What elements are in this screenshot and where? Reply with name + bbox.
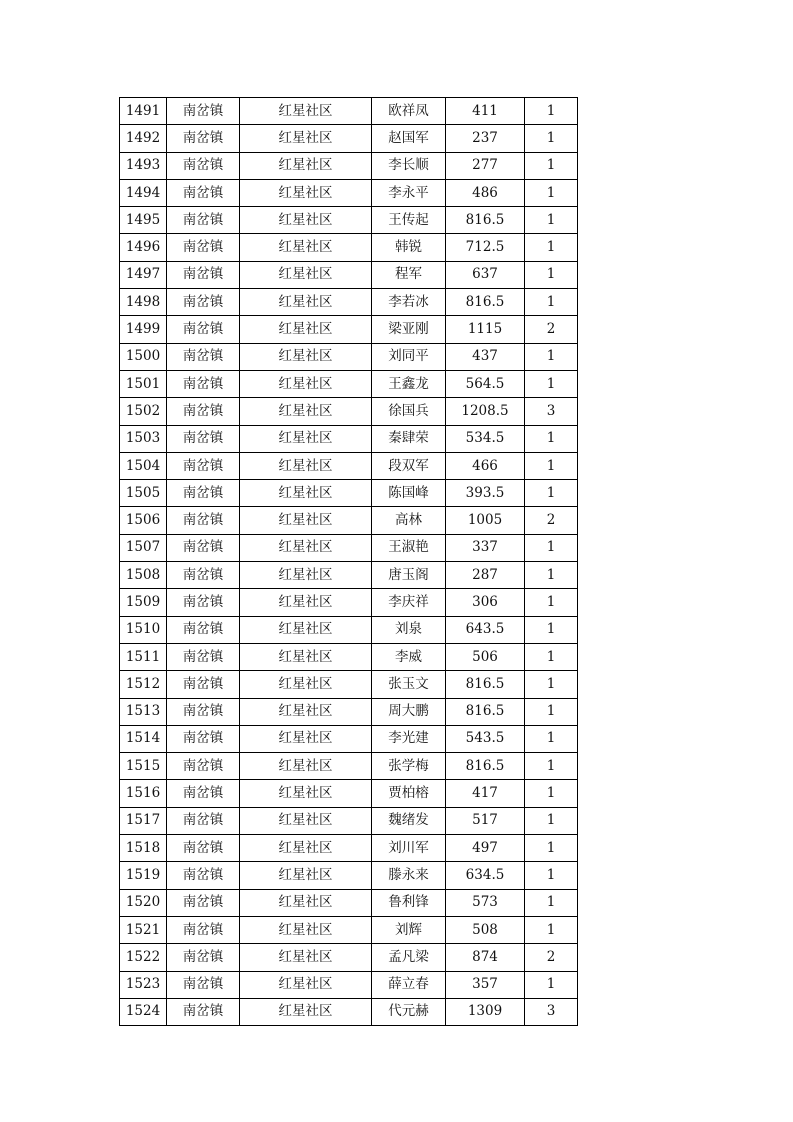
amount-cell: 816.5 [446, 207, 525, 234]
table-row [120, 643, 578, 670]
count-cell: 1 [525, 971, 578, 998]
amount-cell: 1208.5 [446, 398, 525, 425]
table-row [120, 998, 578, 1025]
row-number-cell: 1512 [120, 671, 167, 698]
row-number-cell: 1520 [120, 889, 167, 916]
town-cell: 南岔镇 [167, 398, 240, 425]
count-cell: 1 [525, 780, 578, 807]
amount-cell: 637 [446, 261, 525, 288]
amount-cell: 411 [446, 98, 525, 125]
amount-cell: 634.5 [446, 862, 525, 889]
name-cell: 陈国峰 [372, 480, 446, 507]
town-cell: 南岔镇 [167, 589, 240, 616]
table-row [120, 589, 578, 616]
row-number-cell: 1498 [120, 289, 167, 316]
count-cell: 1 [525, 179, 578, 206]
name-cell: 李光建 [372, 725, 446, 752]
count-cell: 1 [525, 589, 578, 616]
name-cell: 代元赫 [372, 998, 446, 1025]
table-row [120, 152, 578, 179]
community-cell: 红星社区 [240, 179, 372, 206]
amount-cell: 393.5 [446, 480, 525, 507]
count-cell: 1 [525, 725, 578, 752]
name-cell: 刘同平 [372, 343, 446, 370]
town-cell: 南岔镇 [167, 780, 240, 807]
town-cell: 南岔镇 [167, 370, 240, 397]
count-cell: 1 [525, 125, 578, 152]
table-row [120, 780, 578, 807]
name-cell: 段双军 [372, 452, 446, 479]
community-cell: 红星社区 [240, 562, 372, 589]
row-number-cell: 1501 [120, 370, 167, 397]
row-number-cell: 1523 [120, 971, 167, 998]
table-row [120, 343, 578, 370]
count-cell: 1 [525, 152, 578, 179]
community-cell: 红星社区 [240, 289, 372, 316]
row-number-cell: 1508 [120, 562, 167, 589]
table-row [120, 916, 578, 943]
community-cell: 红星社区 [240, 261, 372, 288]
amount-cell: 816.5 [446, 698, 525, 725]
name-cell: 唐玉阁 [372, 562, 446, 589]
community-cell: 红星社区 [240, 753, 372, 780]
community-cell: 红星社区 [240, 452, 372, 479]
community-cell: 红星社区 [240, 480, 372, 507]
community-cell: 红星社区 [240, 343, 372, 370]
town-cell: 南岔镇 [167, 562, 240, 589]
table-row [120, 316, 578, 343]
count-cell: 1 [525, 862, 578, 889]
community-cell: 红星社区 [240, 98, 372, 125]
town-cell: 南岔镇 [167, 179, 240, 206]
count-cell: 1 [525, 98, 578, 125]
town-cell: 南岔镇 [167, 261, 240, 288]
amount-cell: 643.5 [446, 616, 525, 643]
community-cell: 红星社区 [240, 698, 372, 725]
count-cell: 1 [525, 643, 578, 670]
table-row [120, 480, 578, 507]
count-cell: 1 [525, 452, 578, 479]
name-cell: 韩锐 [372, 234, 446, 261]
amount-cell: 277 [446, 152, 525, 179]
amount-cell: 816.5 [446, 289, 525, 316]
town-cell: 南岔镇 [167, 944, 240, 971]
amount-cell: 564.5 [446, 370, 525, 397]
row-number-cell: 1513 [120, 698, 167, 725]
community-cell: 红星社区 [240, 971, 372, 998]
town-cell: 南岔镇 [167, 425, 240, 452]
count-cell: 1 [525, 370, 578, 397]
row-number-cell: 1505 [120, 480, 167, 507]
town-cell: 南岔镇 [167, 862, 240, 889]
town-cell: 南岔镇 [167, 152, 240, 179]
name-cell: 徐国兵 [372, 398, 446, 425]
community-cell: 红星社区 [240, 370, 372, 397]
table-row [120, 971, 578, 998]
table-row [120, 835, 578, 862]
table-row [120, 944, 578, 971]
row-number-cell: 1494 [120, 179, 167, 206]
table-row [120, 862, 578, 889]
community-cell: 红星社区 [240, 589, 372, 616]
row-number-cell: 1504 [120, 452, 167, 479]
name-cell: 李庆祥 [372, 589, 446, 616]
count-cell: 1 [525, 234, 578, 261]
amount-cell: 466 [446, 452, 525, 479]
name-cell: 王淑艳 [372, 534, 446, 561]
row-number-cell: 1499 [120, 316, 167, 343]
name-cell: 薛立春 [372, 971, 446, 998]
name-cell: 魏绪发 [372, 807, 446, 834]
name-cell: 孟凡梁 [372, 944, 446, 971]
amount-cell: 506 [446, 643, 525, 670]
community-cell: 红星社区 [240, 207, 372, 234]
row-number-cell: 1507 [120, 534, 167, 561]
row-number-cell: 1522 [120, 944, 167, 971]
amount-cell: 816.5 [446, 753, 525, 780]
row-number-cell: 1493 [120, 152, 167, 179]
row-number-cell: 1509 [120, 589, 167, 616]
row-number-cell: 1511 [120, 643, 167, 670]
row-number-cell: 1506 [120, 507, 167, 534]
row-number-cell: 1496 [120, 234, 167, 261]
name-cell: 李若冰 [372, 289, 446, 316]
table-row [120, 534, 578, 561]
table-row [120, 562, 578, 589]
community-cell: 红星社区 [240, 616, 372, 643]
name-cell: 刘辉 [372, 916, 446, 943]
name-cell: 李威 [372, 643, 446, 670]
row-number-cell: 1517 [120, 807, 167, 834]
count-cell: 2 [525, 316, 578, 343]
table-row [120, 207, 578, 234]
amount-cell: 306 [446, 589, 525, 616]
table-row [120, 671, 578, 698]
amount-cell: 543.5 [446, 725, 525, 752]
table-row [120, 807, 578, 834]
table-row [120, 753, 578, 780]
town-cell: 南岔镇 [167, 807, 240, 834]
data-table [119, 97, 578, 1026]
town-cell: 南岔镇 [167, 98, 240, 125]
name-cell: 王鑫龙 [372, 370, 446, 397]
town-cell: 南岔镇 [167, 643, 240, 670]
table-row [120, 261, 578, 288]
amount-cell: 816.5 [446, 671, 525, 698]
town-cell: 南岔镇 [167, 998, 240, 1025]
count-cell: 1 [525, 753, 578, 780]
community-cell: 红星社区 [240, 507, 372, 534]
community-cell: 红星社区 [240, 425, 372, 452]
town-cell: 南岔镇 [167, 698, 240, 725]
table-row [120, 616, 578, 643]
amount-cell: 497 [446, 835, 525, 862]
name-cell: 刘川军 [372, 835, 446, 862]
name-cell: 李长顺 [372, 152, 446, 179]
count-cell: 1 [525, 562, 578, 589]
amount-cell: 237 [446, 125, 525, 152]
table-row [120, 289, 578, 316]
count-cell: 1 [525, 343, 578, 370]
name-cell: 欧祥凤 [372, 98, 446, 125]
count-cell: 3 [525, 998, 578, 1025]
town-cell: 南岔镇 [167, 125, 240, 152]
table-row [120, 125, 578, 152]
table-row [120, 452, 578, 479]
name-cell: 周大鹏 [372, 698, 446, 725]
amount-cell: 874 [446, 944, 525, 971]
row-number-cell: 1497 [120, 261, 167, 288]
row-number-cell: 1524 [120, 998, 167, 1025]
table-row [120, 398, 578, 425]
count-cell: 3 [525, 398, 578, 425]
row-number-cell: 1502 [120, 398, 167, 425]
amount-cell: 1309 [446, 998, 525, 1025]
table-row [120, 889, 578, 916]
town-cell: 南岔镇 [167, 534, 240, 561]
community-cell: 红星社区 [240, 807, 372, 834]
name-cell: 赵国军 [372, 125, 446, 152]
amount-cell: 437 [446, 343, 525, 370]
row-number-cell: 1519 [120, 862, 167, 889]
amount-cell: 508 [446, 916, 525, 943]
community-cell: 红星社区 [240, 998, 372, 1025]
name-cell: 张学梅 [372, 753, 446, 780]
row-number-cell: 1516 [120, 780, 167, 807]
count-cell: 1 [525, 698, 578, 725]
table-row [120, 370, 578, 397]
count-cell: 1 [525, 835, 578, 862]
row-number-cell: 1514 [120, 725, 167, 752]
row-number-cell: 1491 [120, 98, 167, 125]
count-cell: 1 [525, 480, 578, 507]
town-cell: 南岔镇 [167, 889, 240, 916]
table-row [120, 698, 578, 725]
town-cell: 南岔镇 [167, 480, 240, 507]
community-cell: 红星社区 [240, 889, 372, 916]
community-cell: 红星社区 [240, 835, 372, 862]
town-cell: 南岔镇 [167, 207, 240, 234]
community-cell: 红星社区 [240, 152, 372, 179]
community-cell: 红星社区 [240, 725, 372, 752]
amount-cell: 337 [446, 534, 525, 561]
town-cell: 南岔镇 [167, 316, 240, 343]
table-row [120, 98, 578, 125]
table-row [120, 725, 578, 752]
row-number-cell: 1503 [120, 425, 167, 452]
count-cell: 1 [525, 207, 578, 234]
name-cell: 张玉文 [372, 671, 446, 698]
row-number-cell: 1510 [120, 616, 167, 643]
town-cell: 南岔镇 [167, 507, 240, 534]
town-cell: 南岔镇 [167, 616, 240, 643]
name-cell: 鲁利锋 [372, 889, 446, 916]
row-number-cell: 1495 [120, 207, 167, 234]
amount-cell: 417 [446, 780, 525, 807]
name-cell: 李永平 [372, 179, 446, 206]
name-cell: 梁亚刚 [372, 316, 446, 343]
count-cell: 1 [525, 916, 578, 943]
town-cell: 南岔镇 [167, 343, 240, 370]
row-number-cell: 1521 [120, 916, 167, 943]
table-row [120, 507, 578, 534]
count-cell: 1 [525, 671, 578, 698]
amount-cell: 573 [446, 889, 525, 916]
name-cell: 高林 [372, 507, 446, 534]
table-row [120, 425, 578, 452]
community-cell: 红星社区 [240, 234, 372, 261]
count-cell: 1 [525, 261, 578, 288]
count-cell: 1 [525, 889, 578, 916]
row-number-cell: 1515 [120, 753, 167, 780]
name-cell: 王传起 [372, 207, 446, 234]
row-number-cell: 1500 [120, 343, 167, 370]
community-cell: 红星社区 [240, 944, 372, 971]
community-cell: 红星社区 [240, 671, 372, 698]
amount-cell: 287 [446, 562, 525, 589]
community-cell: 红星社区 [240, 862, 372, 889]
table-body [120, 98, 578, 1026]
town-cell: 南岔镇 [167, 671, 240, 698]
amount-cell: 534.5 [446, 425, 525, 452]
table-row [120, 234, 578, 261]
community-cell: 红星社区 [240, 916, 372, 943]
town-cell: 南岔镇 [167, 835, 240, 862]
name-cell: 秦肆荣 [372, 425, 446, 452]
name-cell: 刘泉 [372, 616, 446, 643]
community-cell: 红星社区 [240, 643, 372, 670]
amount-cell: 517 [446, 807, 525, 834]
count-cell: 1 [525, 425, 578, 452]
name-cell: 滕永来 [372, 862, 446, 889]
count-cell: 1 [525, 534, 578, 561]
amount-cell: 486 [446, 179, 525, 206]
count-cell: 2 [525, 507, 578, 534]
amount-cell: 1115 [446, 316, 525, 343]
town-cell: 南岔镇 [167, 971, 240, 998]
row-number-cell: 1492 [120, 125, 167, 152]
amount-cell: 357 [446, 971, 525, 998]
amount-cell: 1005 [446, 507, 525, 534]
town-cell: 南岔镇 [167, 725, 240, 752]
town-cell: 南岔镇 [167, 234, 240, 261]
community-cell: 红星社区 [240, 316, 372, 343]
count-cell: 2 [525, 944, 578, 971]
town-cell: 南岔镇 [167, 452, 240, 479]
count-cell: 1 [525, 616, 578, 643]
community-cell: 红星社区 [240, 125, 372, 152]
community-cell: 红星社区 [240, 398, 372, 425]
name-cell: 贾柏榕 [372, 780, 446, 807]
community-cell: 红星社区 [240, 534, 372, 561]
amount-cell: 712.5 [446, 234, 525, 261]
table-row [120, 179, 578, 206]
count-cell: 1 [525, 807, 578, 834]
town-cell: 南岔镇 [167, 753, 240, 780]
town-cell: 南岔镇 [167, 916, 240, 943]
community-cell: 红星社区 [240, 780, 372, 807]
row-number-cell: 1518 [120, 835, 167, 862]
name-cell: 程军 [372, 261, 446, 288]
town-cell: 南岔镇 [167, 289, 240, 316]
count-cell: 1 [525, 289, 578, 316]
